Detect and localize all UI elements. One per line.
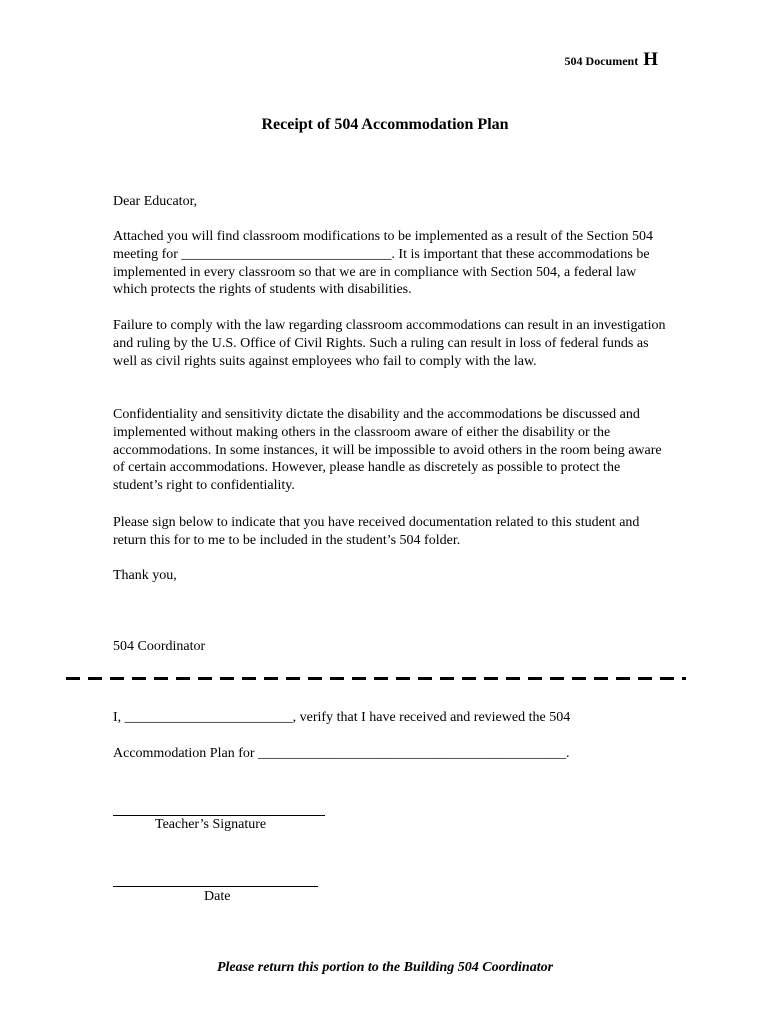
document-label-text: 504 Document bbox=[564, 54, 639, 68]
paragraph-compliance: Failure to comply with the law regarding classroom accommodations can result in an investigation and ruling by the U.S. Office of Civil Rights. Such a ruling can result in loss of federal funds as well as civil rights suits against employees who fail to comply with the law. bbox=[113, 318, 666, 369]
paragraph-instructions: Please sign below to indicate that you have received documentation related to this student and return this for to me to be included in the student’s 504 folder. bbox=[113, 515, 640, 548]
date-line bbox=[113, 886, 318, 887]
teacher-signature-line bbox=[113, 815, 325, 816]
document-letter: H bbox=[643, 49, 658, 70]
closing: Thank you, bbox=[113, 568, 177, 583]
paragraph-confidentiality: Confidentiality and sensitivity dictate the disability and the accommodations be discussed and implemented without making others in the classroom aware of either the disability or the accommodations. In some instances, it will be impossible to avoid others in the room being aware of certain accommodations. However, please handle as discretely as possible to protect the student’s right to confidentiality. bbox=[113, 407, 662, 494]
page-title: Receipt of 504 Accommodation Plan bbox=[261, 116, 509, 133]
date-label: Date bbox=[204, 889, 231, 904]
document-label bbox=[565, 49, 658, 71]
tear-off-dashed-line bbox=[66, 677, 686, 680]
salutation: Dear Educator, bbox=[113, 194, 198, 209]
plan-statement: Accommodation Plan for ____________________________________________. bbox=[113, 746, 570, 761]
return-instruction: Please return this portion to the Building 504 Coordinator bbox=[216, 960, 554, 975]
teacher-signature-label: Teacher’s Signature bbox=[155, 817, 267, 832]
verify-statement: I, ________________________, verify that I have received and reviewed the 504 bbox=[113, 710, 571, 725]
paragraph-purpose: Attached you will find classroom modifications to be implemented as a result of the Section 504 meeting for ______________________________. It is important that these accommodations be implemented in every classroom so that we are in compliance with Section 504, a federal law which protects the rights of students with disabilities. bbox=[113, 229, 654, 298]
signer-title: 504 Coordinator bbox=[113, 639, 206, 654]
